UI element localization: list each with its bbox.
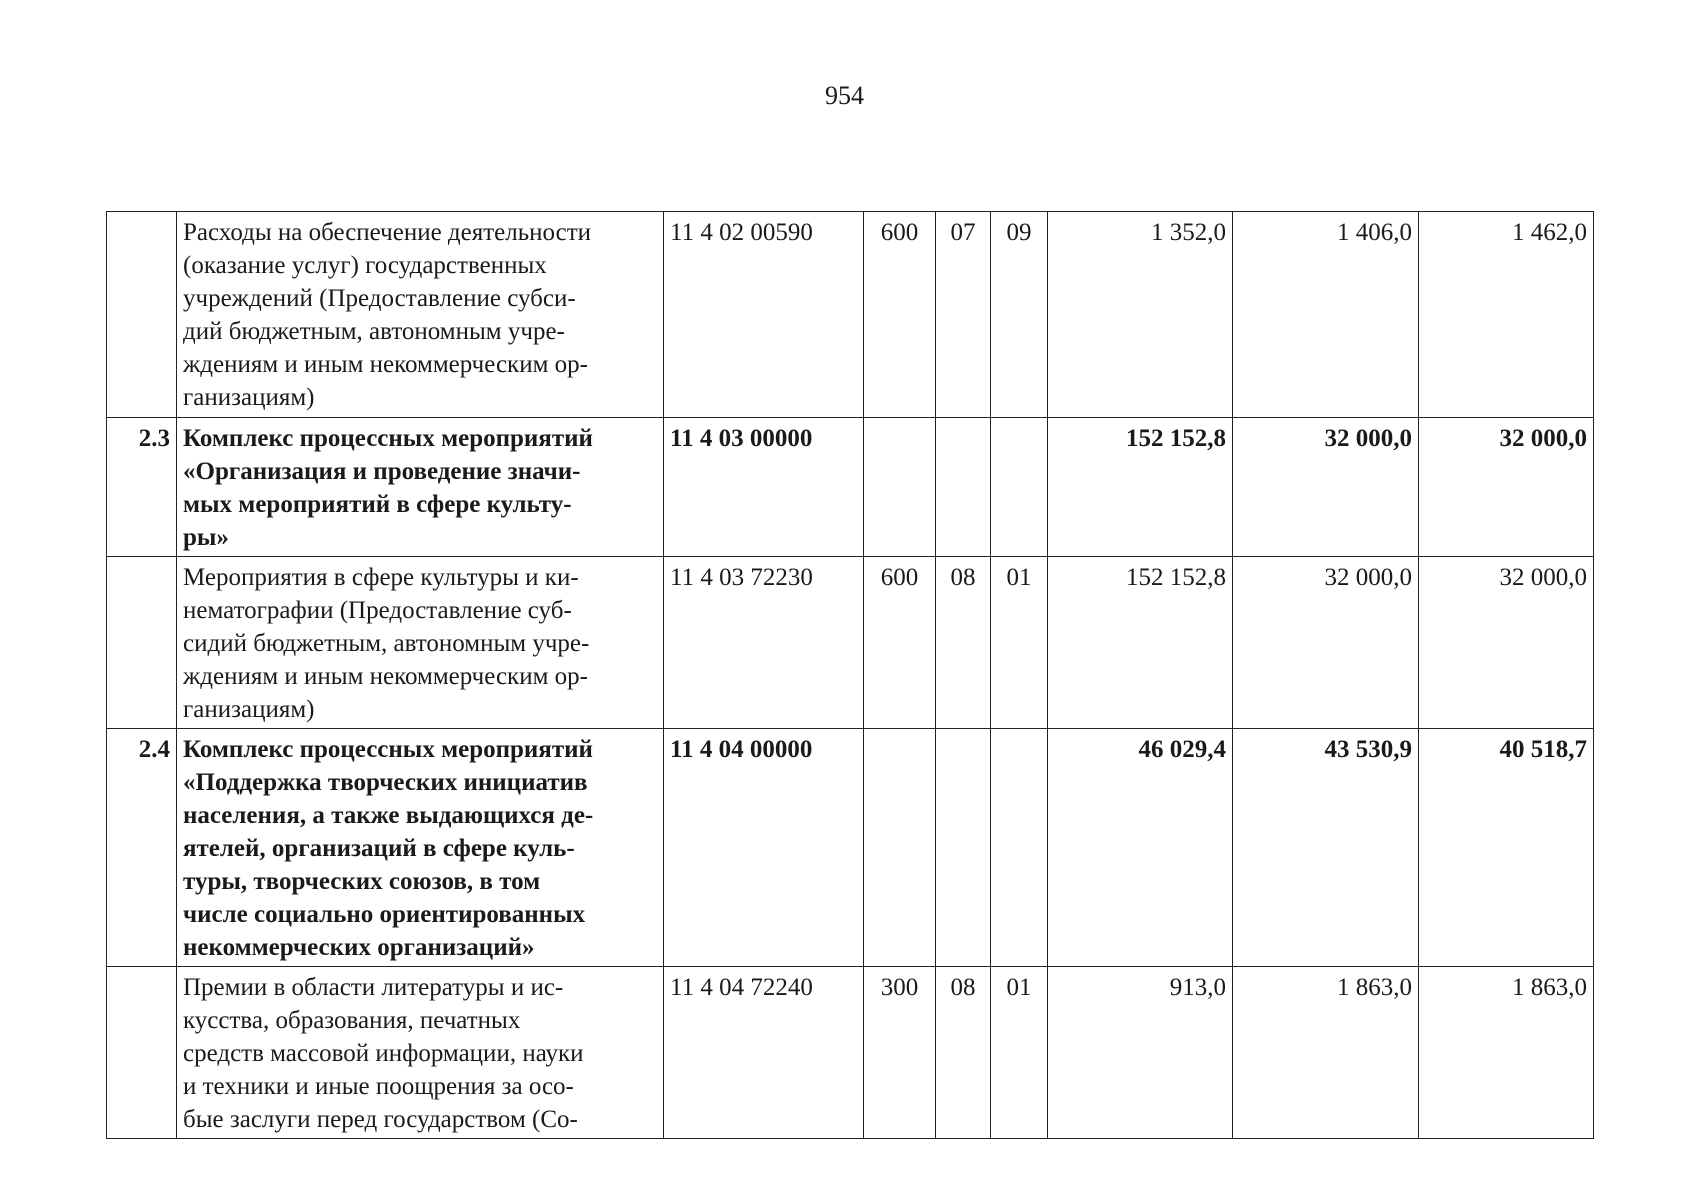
subsection-cell <box>991 418 1048 557</box>
page-number: 954 <box>825 81 864 110</box>
amount-year2-cell: 43 530,9 <box>1233 729 1419 967</box>
target-article-code-cell: 11 4 02 00590 <box>664 212 864 418</box>
target-article-code-cell: 11 4 03 00000 <box>664 418 864 557</box>
subsection-cell <box>991 729 1048 967</box>
row-number-cell <box>107 557 177 729</box>
amount-year3-cell: 1 863,0 <box>1419 967 1594 1139</box>
amount-year1-cell: 913,0 <box>1048 967 1233 1139</box>
amount-year3-cell: 32 000,0 <box>1419 557 1594 729</box>
amount-year1-cell: 152 152,8 <box>1048 557 1233 729</box>
table-row <box>107 729 1594 967</box>
subsection-cell: 09 <box>991 212 1048 418</box>
section-cell: 08 <box>936 967 991 1139</box>
expense-type-cell: 600 <box>864 212 936 418</box>
section-cell <box>936 729 991 967</box>
amount-year1-cell: 152 152,8 <box>1048 418 1233 557</box>
subsection-cell: 01 <box>991 967 1048 1139</box>
amount-year3-cell: 32 000,0 <box>1419 418 1594 557</box>
budget-table <box>106 211 1594 1139</box>
table-row <box>107 212 1594 418</box>
target-article-code-cell: 11 4 04 00000 <box>664 729 864 967</box>
row-name-cell: Комплекс процессных мероприятий «Организация и проведение значи- мых мероприятий в сфере культу- ры» <box>177 418 664 557</box>
section-cell: 08 <box>936 557 991 729</box>
amount-year2-cell: 1 863,0 <box>1233 967 1419 1139</box>
expense-type-cell <box>864 729 936 967</box>
amount-year3-cell: 1 462,0 <box>1419 212 1594 418</box>
row-name-cell: Комплекс процессных мероприятий «Поддержка творческих инициатив населения, а также выдающихся де- ятелей, организаций в сфере куль- туры, творческих союзов, в том числе социально ориентированных некоммерческих организаций» <box>177 729 664 967</box>
row-number-cell: 2.4 <box>107 729 177 967</box>
target-article-code-cell: 11 4 04 72240 <box>664 967 864 1139</box>
table-row <box>107 557 1594 729</box>
row-name-cell: Расходы на обеспечение деятельности (оказание услуг) государственных учреждений (Предоставление субси- дий бюджетным, автономным учре- ждениям и иным некоммерческим ор- ганизациям) <box>177 212 664 418</box>
section-cell <box>936 418 991 557</box>
section-cell: 07 <box>936 212 991 418</box>
row-name-cell: Премии в области литературы и ис- кусства, образования, печатных средств массовой информации, науки и техники и иные поощрения за осо- бые заслуги перед государством (Со- <box>177 967 664 1139</box>
table-row <box>107 967 1594 1139</box>
table-row <box>107 418 1594 557</box>
subsection-cell: 01 <box>991 557 1048 729</box>
amount-year3-cell: 40 518,7 <box>1419 729 1594 967</box>
expense-type-cell: 600 <box>864 557 936 729</box>
expense-type-cell <box>864 418 936 557</box>
expense-type-cell: 300 <box>864 967 936 1139</box>
row-number-cell <box>107 212 177 418</box>
amount-year1-cell: 46 029,4 <box>1048 729 1233 967</box>
row-number-cell <box>107 967 177 1139</box>
row-number-cell: 2.3 <box>107 418 177 557</box>
amount-year2-cell: 1 406,0 <box>1233 212 1419 418</box>
row-name-cell: Мероприятия в сфере культуры и ки- нематографии (Предоставление суб- сидий бюджетным, автономным учре- ждениям и иным некоммерческим ор- ганизациям) <box>177 557 664 729</box>
target-article-code-cell: 11 4 03 72230 <box>664 557 864 729</box>
amount-year2-cell: 32 000,0 <box>1233 557 1419 729</box>
amount-year1-cell: 1 352,0 <box>1048 212 1233 418</box>
amount-year2-cell: 32 000,0 <box>1233 418 1419 557</box>
